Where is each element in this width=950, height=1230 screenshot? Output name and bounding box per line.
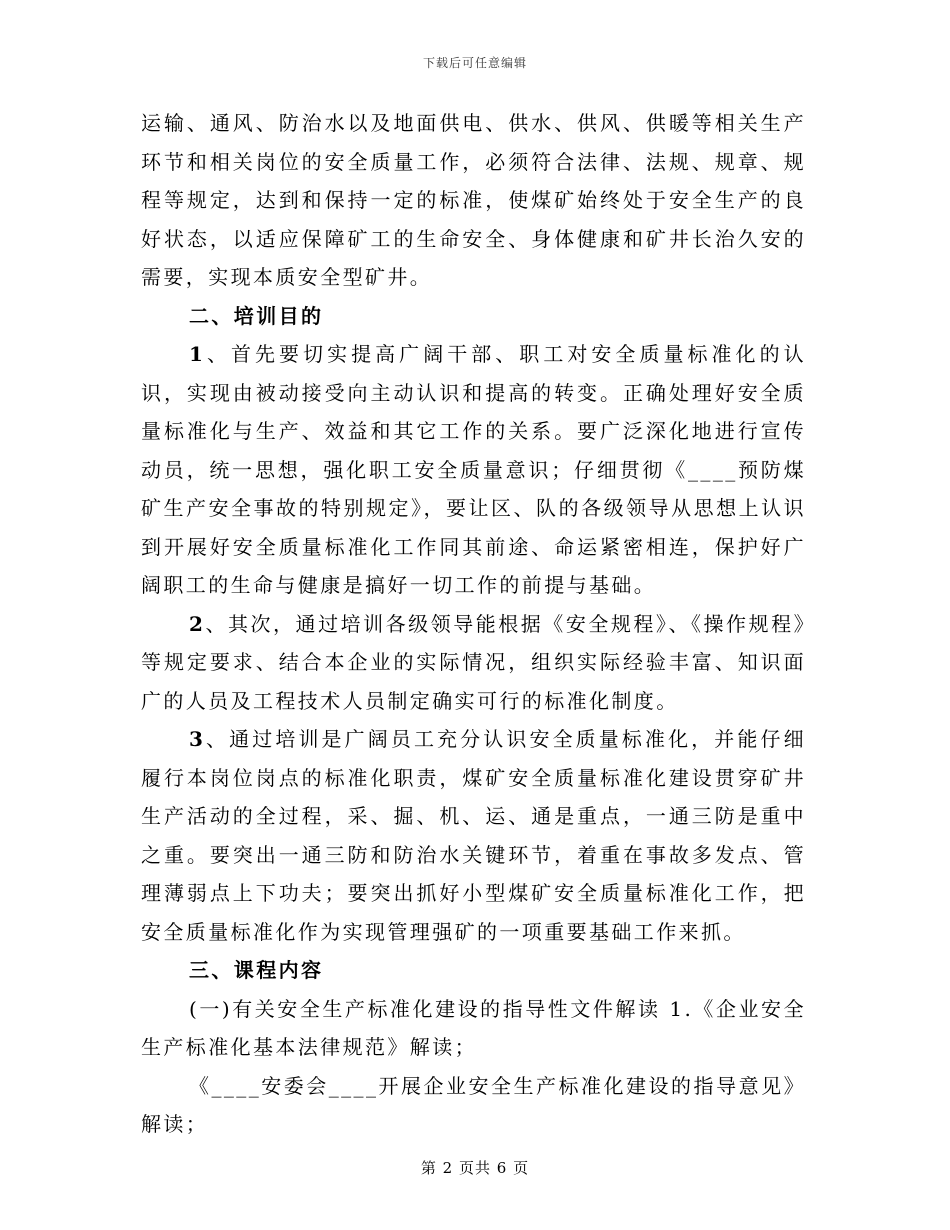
course-paragraph-1: (一)有关安全生产标准化建设的指导性文件解读 1.《企业安全生产标准化基本法律规范》解读； xyxy=(141,996,806,1059)
goal-item-1 xyxy=(141,335,806,605)
header-note: 下载后可任意编辑 xyxy=(422,56,527,70)
goal-item-1-text: 、首先要切实提高广阔干部、职工对安全质量标准化的认识，实现由被动接受向主动认识和提高的转变。正确处理好安全质量标准化与生产、效益和其它工作的关系。要广泛深化地进行宣传动员，统一思想，强化职工安全质量意识；仔细贯彻《____预防煤矿生产安全事故的特别规定》，要让区、队的各级领导从思想上认识到开展好安全质量标准化工作同其前途、命运紧密相连，保护好广阔职工的生命与健康是搞好一切工作的前提与基础。 xyxy=(141,342,806,597)
goal-item-1-number: 1 xyxy=(189,342,206,366)
page-number: 第 2 页共 6 页 xyxy=(420,1159,530,1177)
goal-item-2-number: 2 xyxy=(189,611,206,636)
goal-item-3-text: 、通过培训是广阔员工充分认识安全质量标准化，并能仔细履行本岗位岗点的标准化职责，煤矿安全质量标准化建设贯穿矿井生产活动的全过程，采、掘、机、运、通是重点，一通三防是重中之重。要突出一通三防和防治水关键环节，着重在事故多发点、管理薄弱点上下功夫；要突出抓好小型煤矿安全质量标准化工作，把安全质量标准化作为实现管理强矿的一项重要基础工作来抓。 xyxy=(141,727,806,944)
section-heading-course-content: 三、课程内容 xyxy=(189,958,324,982)
goal-item-3-number: 3 xyxy=(189,727,206,751)
goal-item-2-text: 、其次，通过培训各级领导能根据《安全规程》、《操作规程》等规定要求、结合本企业的实际情况，组织实际经验丰富、知识面广的人员及工程技术人员制定确实可行的标准化制度。 xyxy=(141,611,806,713)
goal-item-3 xyxy=(141,720,806,951)
course-paragraph-2: 《____安委会____开展企业安全生产标准化建设的指导意见》解读； xyxy=(141,1073,806,1136)
section-heading-training-goals: 二、培训目的 xyxy=(189,303,324,328)
goal-item-2 xyxy=(141,605,806,721)
document-body xyxy=(141,104,806,1144)
intro-paragraph: 运输、通风、防治水以及地面供电、供水、供风、供暖等相关生产环节和相关岗位的安全质量工作，必须符合法律、法规、规章、规程等规定，达到和保持一定的标准，使煤矿始终处于安全生产的良好状态，以适应保障矿工的生命安全、身体健康和矿井长治久安的需要，实现本质安全型矿井。 xyxy=(141,111,806,289)
